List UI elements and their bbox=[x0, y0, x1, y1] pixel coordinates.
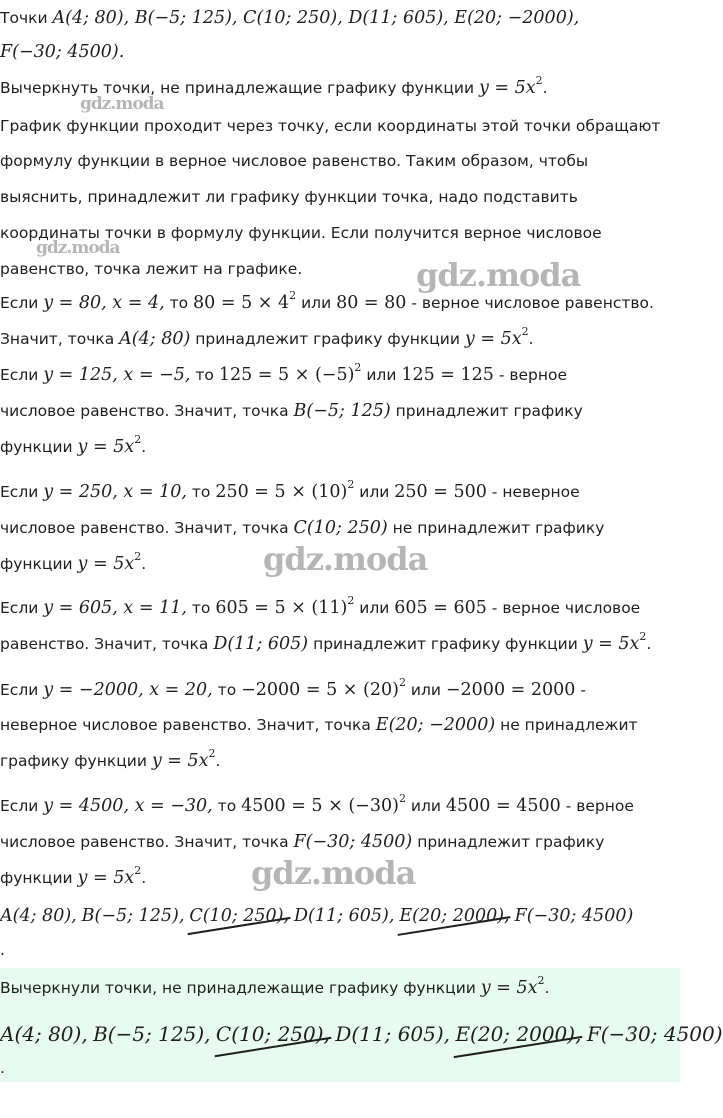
function-formula: y = 5x bbox=[478, 78, 536, 98]
function-formula: y = 5x bbox=[582, 634, 640, 654]
text: Если bbox=[0, 599, 44, 617]
function-formula: y = 5x bbox=[464, 329, 522, 349]
problem-points-line-2 bbox=[0, 34, 680, 70]
text: то bbox=[186, 599, 216, 617]
text: неверное числовое равенство. Значит, точка bbox=[0, 716, 376, 734]
math: 605 = 605 bbox=[394, 598, 487, 618]
text: функции bbox=[0, 869, 78, 887]
point-a-kept: A(4; 80), bbox=[0, 906, 77, 926]
point-b-kept: B(−5; 125), bbox=[81, 906, 185, 926]
answer-points-line bbox=[0, 1014, 723, 1054]
result-points-line bbox=[0, 896, 680, 936]
point-d: D(11; 605) bbox=[213, 634, 309, 654]
text: то bbox=[186, 483, 216, 501]
text: равенство. Значит, точка bbox=[0, 635, 214, 653]
exponent: 2 bbox=[208, 747, 216, 760]
explanation-line-5: равенство, точка лежит на графике. bbox=[0, 260, 303, 278]
point-f: F(−30; 4500) bbox=[293, 832, 413, 852]
math: 125 = 125 bbox=[401, 365, 494, 385]
text: не принадлежит bbox=[495, 716, 638, 734]
text: принадлежит графику bbox=[412, 833, 605, 851]
text: или bbox=[354, 599, 395, 617]
exponent: 2 bbox=[398, 792, 406, 805]
math: 4500 = 5 × (−30) bbox=[241, 796, 399, 816]
exponent: 2 bbox=[347, 478, 355, 491]
text: то bbox=[212, 681, 242, 699]
point-a: A(4; 80) bbox=[119, 329, 191, 349]
text: - bbox=[575, 681, 586, 699]
point-b: B(−5; 125) bbox=[293, 401, 391, 421]
exponent: 2 bbox=[347, 594, 355, 607]
text: или bbox=[296, 294, 337, 312]
math: y = 4500, x = −30, bbox=[43, 796, 213, 816]
text: - верное bbox=[493, 366, 568, 384]
point-c-label: C(10; 250), bbox=[189, 906, 290, 926]
exponent: 2 bbox=[134, 550, 142, 563]
point-e: E(20; −2000) bbox=[375, 715, 496, 735]
watermark-logo: gdz.moda bbox=[263, 540, 428, 578]
answer-point-e: E(20; 2000), bbox=[455, 1022, 582, 1046]
text: - верное числовое равенство. bbox=[406, 294, 654, 312]
math: 250 = 5 × (10) bbox=[215, 482, 348, 502]
function-formula: y = 5x bbox=[480, 978, 538, 998]
text: - верное bbox=[560, 797, 634, 815]
punctuation: . bbox=[528, 330, 534, 348]
function-formula: y = 5x bbox=[151, 751, 209, 771]
text: графику функции bbox=[0, 752, 152, 770]
check-a-line-2 bbox=[0, 321, 680, 357]
text: или bbox=[361, 366, 402, 384]
exponent: 2 bbox=[289, 289, 297, 302]
text: числовое равенство. Значит, точка bbox=[0, 519, 294, 537]
exponent: 2 bbox=[521, 325, 529, 338]
answer-box bbox=[0, 968, 723, 1082]
text: - верное числовое bbox=[486, 599, 641, 617]
punctuation: . bbox=[646, 635, 652, 653]
explanation-line-2: формулу функции в верное числовое равенство. Таким образом, чтобы bbox=[0, 152, 589, 170]
answer-point-d: D(11; 605), bbox=[335, 1022, 451, 1046]
answer-text: Вычеркнули точки, не принадлежащие графику функции bbox=[0, 979, 481, 997]
text: то bbox=[164, 294, 194, 312]
function-formula: y = 5x bbox=[77, 437, 135, 457]
answer-point-e-crossed bbox=[455, 1022, 582, 1046]
math: −2000 = 2000 bbox=[445, 680, 576, 700]
answer-point-a: A(4; 80), bbox=[0, 1022, 88, 1046]
function-formula: y = 5x bbox=[77, 868, 135, 888]
math: 125 = 5 × (−5) bbox=[218, 365, 355, 385]
punctuation: . bbox=[141, 438, 147, 456]
exponent: 2 bbox=[134, 864, 142, 877]
check-d-line-2 bbox=[0, 626, 680, 662]
point-e-label: E(20; 2000), bbox=[399, 906, 510, 926]
math: −2000 = 5 × (20) bbox=[241, 680, 399, 700]
punctuation: . bbox=[141, 555, 147, 573]
points-list-2: F(−30; 4500). bbox=[0, 42, 125, 62]
text: функции bbox=[0, 555, 78, 573]
text: числовое равенство. Значит, точка bbox=[0, 833, 294, 851]
check-b-line-2 bbox=[0, 393, 680, 429]
answer-text-line bbox=[0, 970, 680, 1006]
text: не принадлежит графику bbox=[387, 519, 605, 537]
text: Если bbox=[0, 797, 44, 815]
math: 250 = 500 bbox=[394, 482, 487, 502]
text: Если bbox=[0, 366, 44, 384]
point-e-crossed bbox=[399, 907, 509, 925]
task-text: Вычеркнуть точки, не принадлежащие графику функции bbox=[0, 79, 479, 97]
answer-point-f: F(−30; 4500) bbox=[586, 1022, 723, 1046]
text: Если bbox=[0, 681, 44, 699]
text: или bbox=[354, 483, 395, 501]
points-list-1: A(4; 80), B(−5; 125), C(10; 250), D(11; 605), E(20; −2000), bbox=[52, 8, 580, 28]
text: Значит, точка bbox=[0, 330, 120, 348]
text: числовое равенство. Значит, точка bbox=[0, 402, 294, 420]
punctuation: . bbox=[141, 869, 147, 887]
check-e-line-2 bbox=[0, 707, 680, 743]
check-e-line-3 bbox=[0, 743, 680, 779]
answer-point-c-crossed bbox=[215, 1022, 330, 1046]
watermark-logo: gdz.moda bbox=[80, 94, 164, 114]
exponent: 2 bbox=[537, 974, 545, 987]
punctuation: . bbox=[542, 79, 548, 97]
exponent: 2 bbox=[354, 361, 362, 374]
punctuation: . bbox=[0, 941, 5, 959]
math: 4500 = 4500 bbox=[445, 796, 561, 816]
text: или bbox=[405, 681, 446, 699]
answer-point-b: B(−5; 125), bbox=[93, 1022, 211, 1046]
math: y = −2000, x = 20, bbox=[43, 680, 213, 700]
watermark-logo: gdz.moda bbox=[416, 256, 581, 294]
points-intro: Точки bbox=[0, 9, 53, 27]
point-c: C(10; 250) bbox=[293, 518, 388, 538]
text: Если bbox=[0, 483, 44, 501]
punctuation: . bbox=[544, 979, 550, 997]
check-b-line-3 bbox=[0, 429, 680, 465]
exponent: 2 bbox=[639, 630, 647, 643]
math: y = 605, x = 11, bbox=[43, 598, 187, 618]
text: функции bbox=[0, 438, 78, 456]
check-d-line-1 bbox=[0, 590, 680, 626]
exponent: 2 bbox=[134, 433, 142, 446]
explanation-line-4: координаты точки в формулу функции. Если получится верное числовое bbox=[0, 224, 602, 242]
punctuation: . bbox=[0, 1059, 5, 1077]
math: 80 = 5 × 4 bbox=[193, 293, 290, 313]
text: то bbox=[190, 366, 219, 384]
check-c-line-1 bbox=[0, 474, 680, 510]
point-f-kept: F(−30; 4500) bbox=[514, 906, 634, 926]
math: y = 125, x = −5, bbox=[43, 365, 191, 385]
explanation-line-3: выяснить, принадлежит ли графику функции точка, надо подставить bbox=[0, 188, 578, 206]
text: или bbox=[405, 797, 446, 815]
problem-points-line-1 bbox=[0, 0, 680, 36]
watermark-logo: gdz.moda bbox=[251, 854, 416, 892]
explanation-line-1: График функции проходит через точку, если координаты этой точки обращают bbox=[0, 117, 661, 135]
watermark-logo: gdz.moda bbox=[36, 238, 120, 258]
check-e-line-1 bbox=[0, 672, 680, 708]
point-d-kept: D(11; 605), bbox=[294, 906, 395, 926]
result-dot-line bbox=[0, 932, 680, 968]
text: принадлежит графику функции bbox=[308, 635, 583, 653]
text: то bbox=[212, 797, 242, 815]
point-c-crossed bbox=[189, 907, 289, 925]
answer-point-c: C(10; 250), bbox=[215, 1022, 330, 1046]
text: принадлежит графику bbox=[390, 402, 583, 420]
check-b-line-1 bbox=[0, 357, 680, 393]
punctuation: . bbox=[215, 752, 221, 770]
text: Если bbox=[0, 294, 44, 312]
function-exponent: 2 bbox=[535, 74, 543, 87]
exponent: 2 bbox=[398, 676, 406, 689]
math: y = 80, x = 4, bbox=[43, 293, 165, 313]
answer-dot-line bbox=[0, 1050, 680, 1086]
math: y = 250, x = 10, bbox=[43, 482, 187, 502]
math: 605 = 5 × (11) bbox=[215, 598, 348, 618]
text: - неверное bbox=[486, 483, 580, 501]
function-formula: y = 5x bbox=[77, 554, 135, 574]
check-f-line-1 bbox=[0, 788, 680, 824]
text: принадлежит графику функции bbox=[190, 330, 465, 348]
math: 80 = 80 bbox=[336, 293, 407, 313]
